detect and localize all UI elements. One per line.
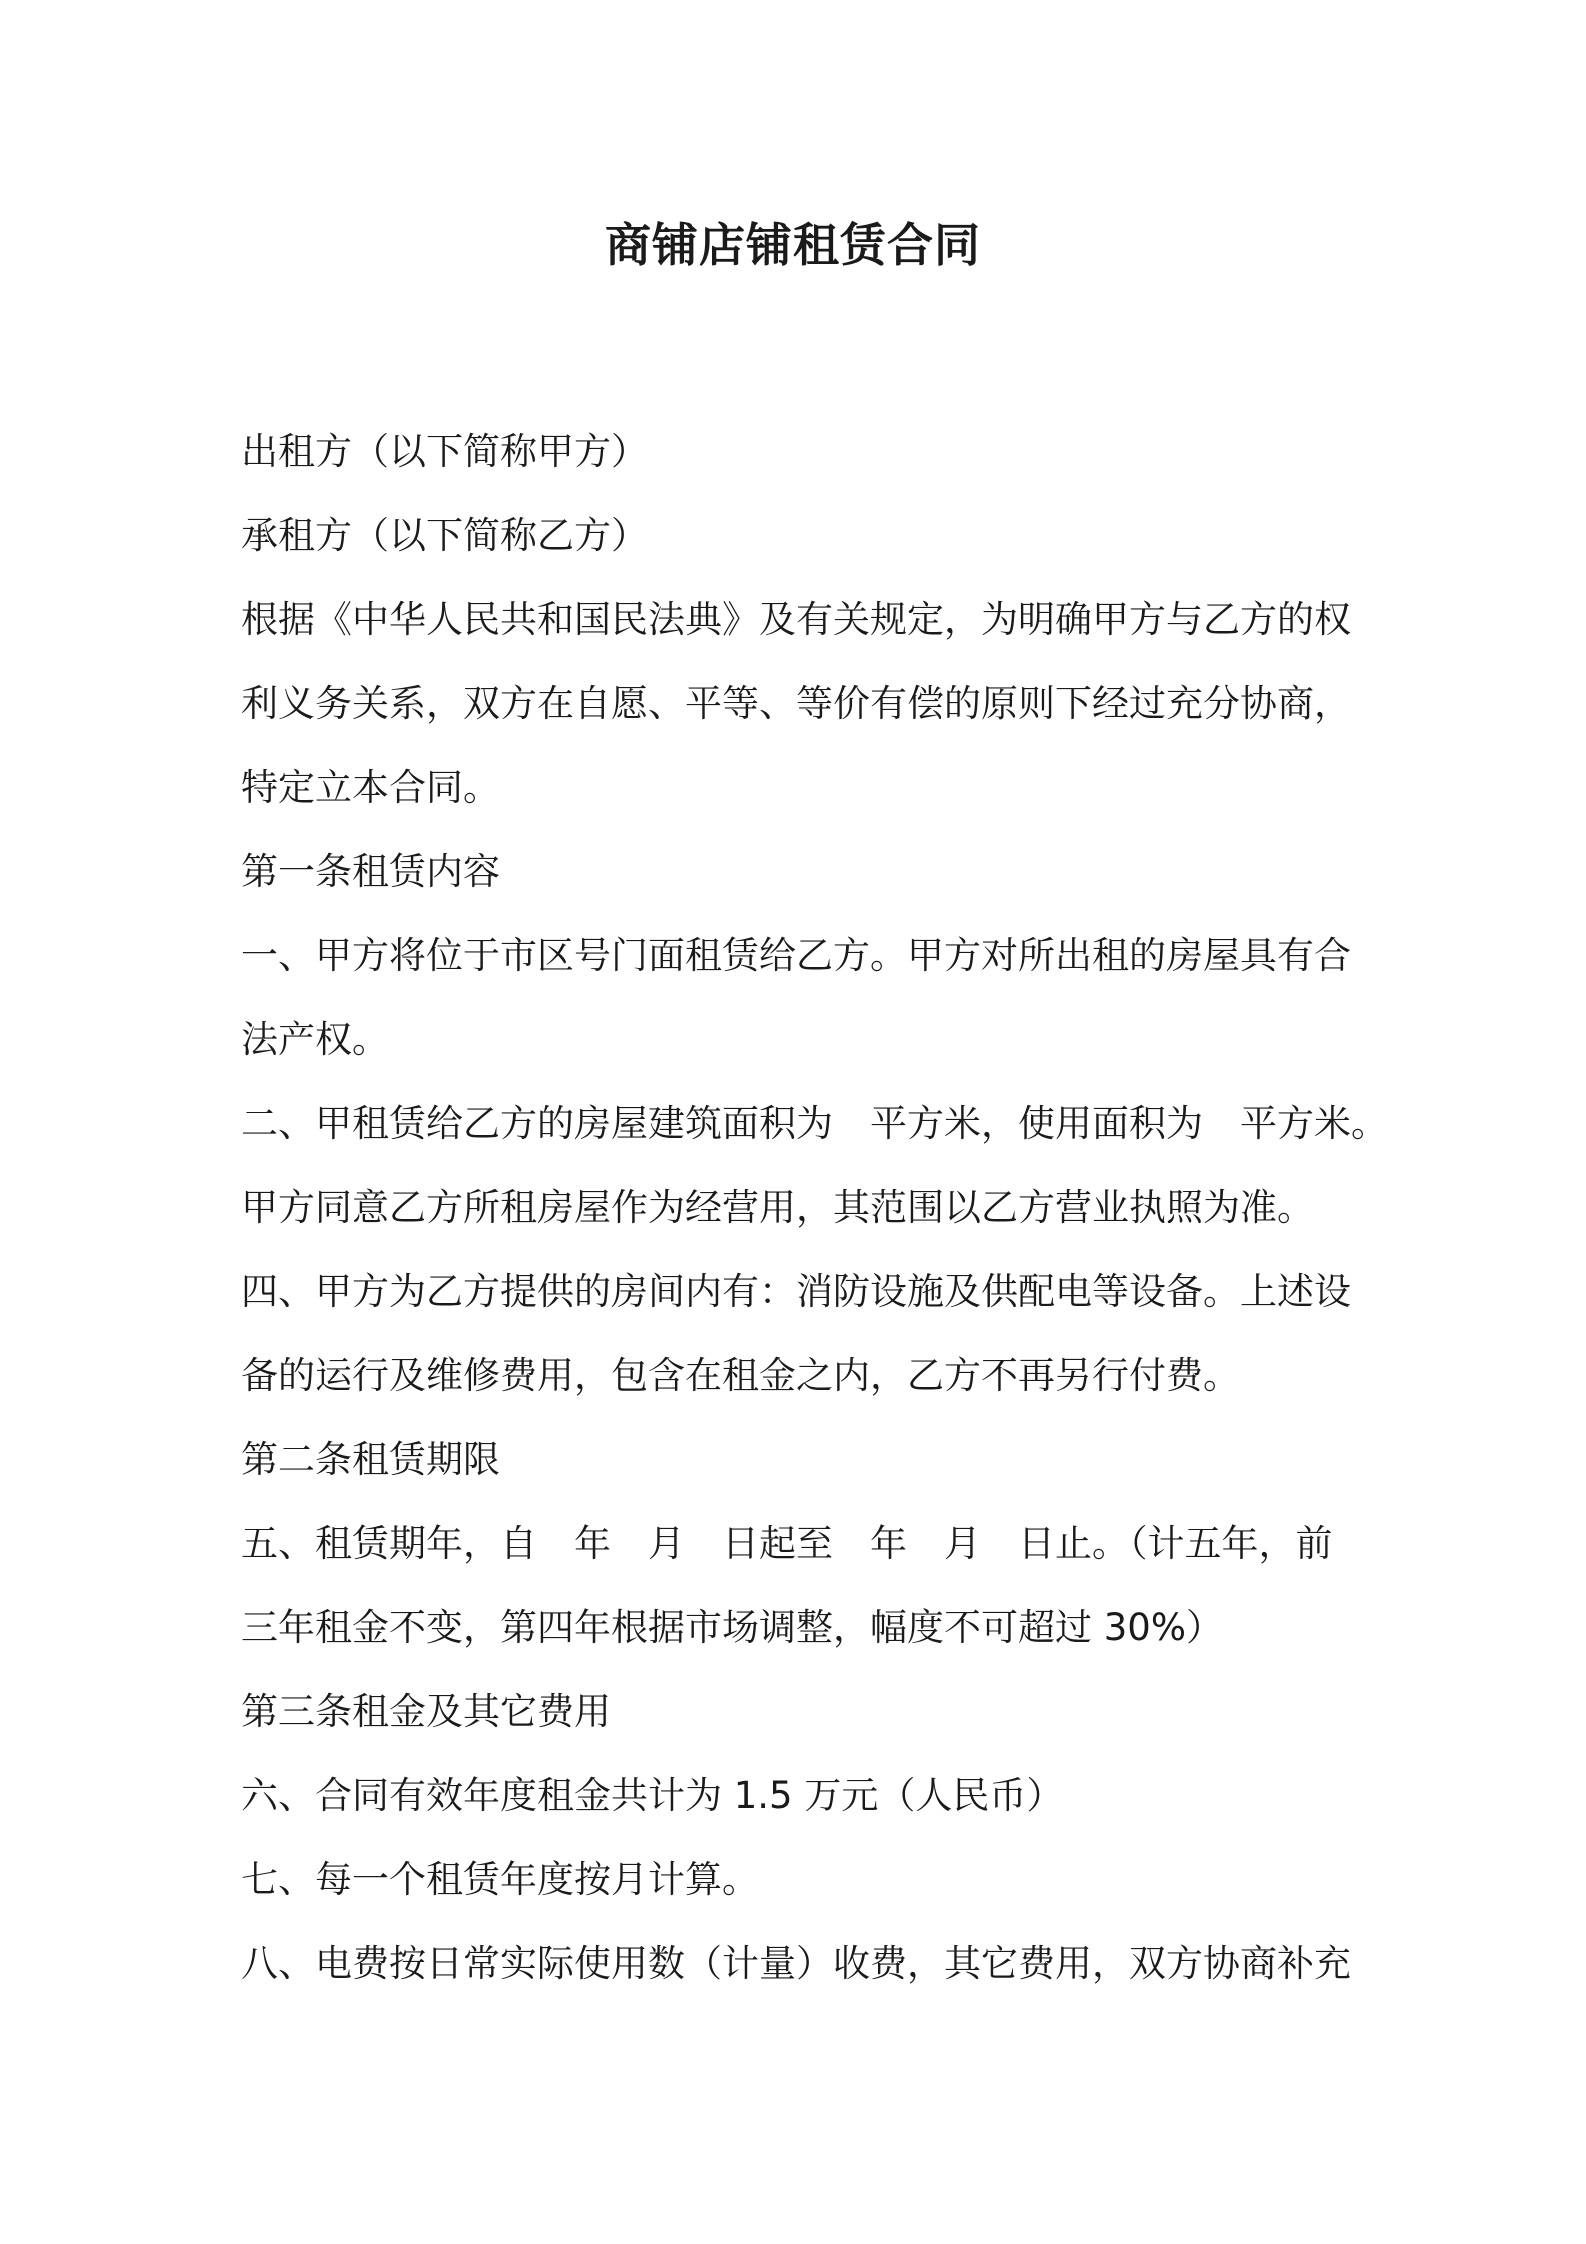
party-b-line: 承租方（以下简称乙方） [241,514,648,557]
article-3-heading: 第三条租金及其它费用 [241,1690,611,1733]
preamble-line-1: 根据《中华人民共和国民法典》及有关规定，为明确甲方与乙方的权 [241,598,1351,641]
contract-body [241,410,1388,2006]
preamble-line-3: 特定立本合同。 [241,766,500,809]
clause-8-line: 八、电费按日常实际使用数（计量）收费，其它费用，双方协商补充 [241,1942,1351,1985]
clause-4-line-2: 备的运行及维修费用，包含在租金之内，乙方不再另行付费。 [241,1354,1240,1397]
document-title: 商铺店铺租赁合同 [605,218,981,272]
clause-4-line-1: 四、甲方为乙方提供的房间内有：消防设施及供配电等设备。上述设 [241,1270,1351,1313]
clause-7-line: 七、每一个租赁年度按月计算。 [241,1858,759,1901]
clause-2-line-1: 二、甲租赁给乙方的房屋建筑面积为 平方米，使用面积为 平方米。 [241,1102,1388,1145]
clause-6-line: 六、合同有效年度租金共计为 1.5 万元（人民币） [241,1774,1064,1817]
clause-5-line-1: 五、租赁期年，自 年 月 日起至 年 月 日止。（计五年，前 [241,1522,1333,1565]
clause-1-line-2: 法产权。 [241,1018,389,1061]
clause-2-line-2: 甲方同意乙方所租房屋作为经营用，其范围以乙方营业执照为准。 [241,1186,1314,1229]
clause-5-line-2: 三年租金不变，第四年根据市场调整，幅度不可超过 30%） [241,1606,1223,1649]
party-a-line: 出租方（以下简称甲方） [241,430,648,473]
clause-1-line-1: 一、甲方将位于市区号门面租赁给乙方。甲方对所出租的房屋具有合 [241,934,1351,977]
article-1-heading: 第一条租赁内容 [241,850,500,893]
article-2-heading: 第二条租赁期限 [241,1438,500,1481]
preamble-line-2: 利义务关系，双方在自愿、平等、等价有偿的原则下经过充分协商， [241,682,1351,725]
